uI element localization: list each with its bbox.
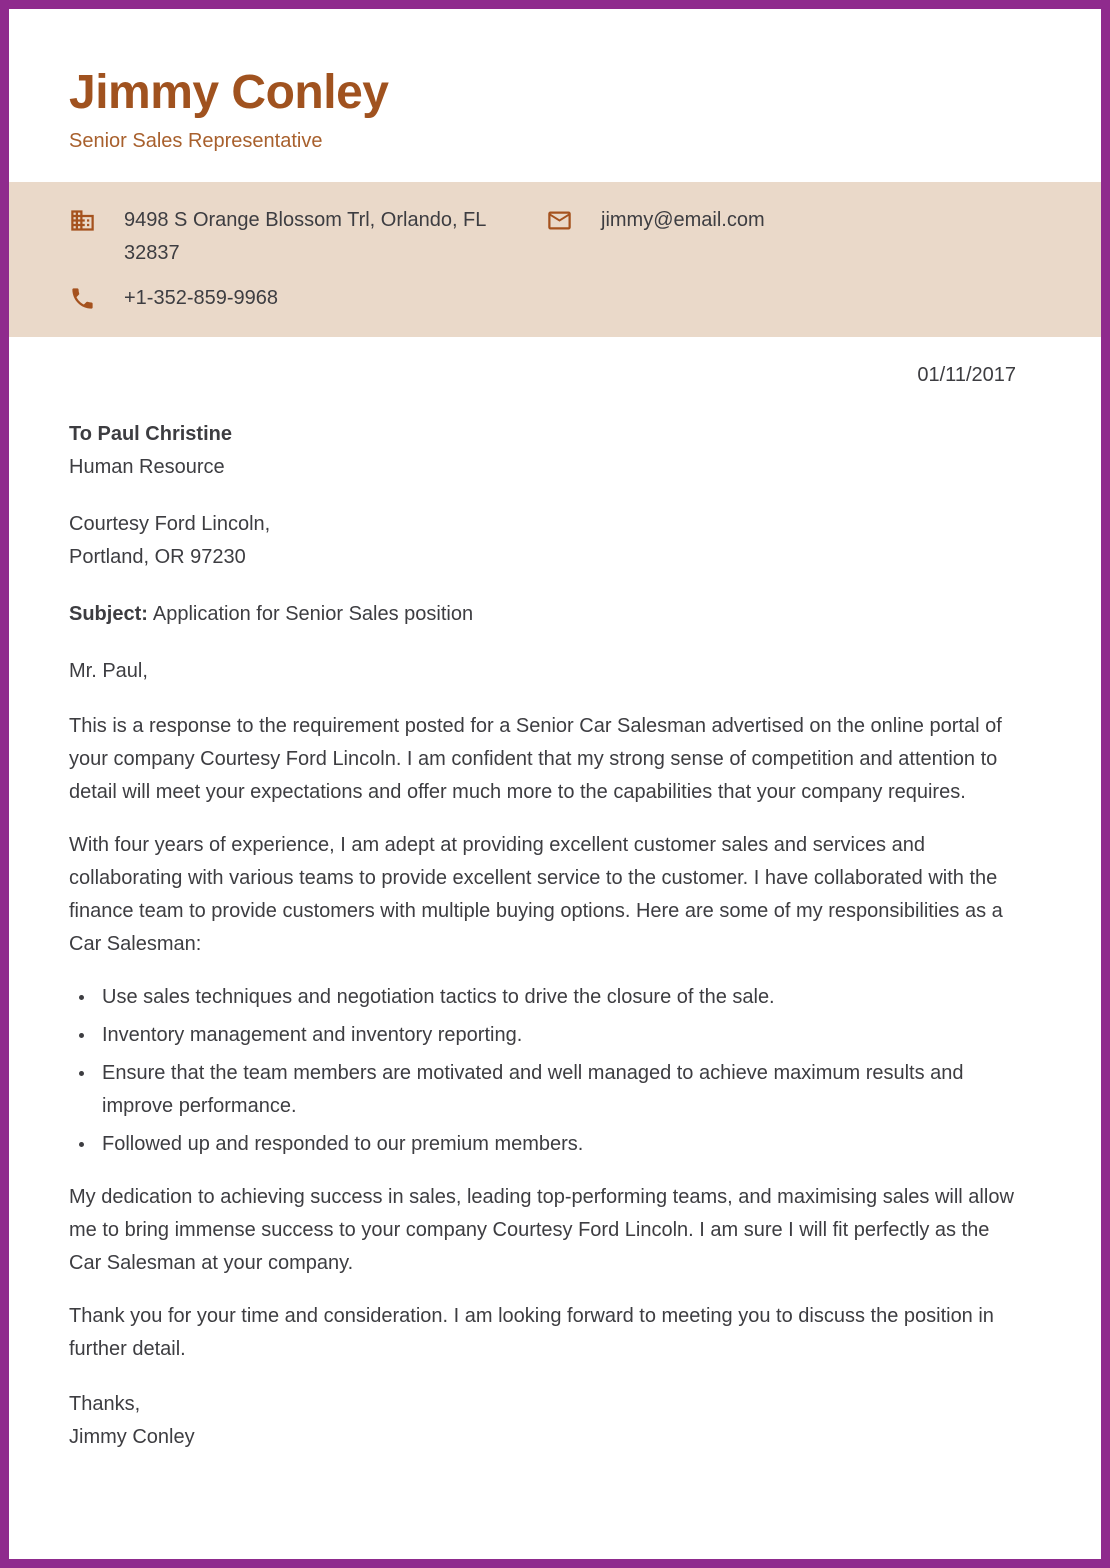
bullet-item: • Ensure that the team members are motivated and well managed to achieve maximum results and improve performance. — [96, 1057, 1016, 1123]
bullet-item: • Followed up and responded to our premium members. — [96, 1128, 1016, 1161]
body-paragraph: My dedication to achieving success in sales, leading top-performing teams, and maximising sales will allow me to bring immense success to your company Courtesy Ford Lincoln. I am sure I will fit perfectly as the Car Salesman at your company. — [69, 1186, 1014, 1275]
letter-date: 01/11/2017 — [917, 364, 1016, 387]
letter-body — [9, 337, 1101, 1454]
address-text: 9498 S Orange Blossom Trl, Orlando, FL 32837 — [124, 209, 486, 265]
signoff-block — [69, 1388, 1016, 1454]
body-paragraph: Thank you for your time and consideration. I am looking forward to meeting you to discuss the position in further detail. — [69, 1305, 994, 1361]
person-job-title: Senior Sales Representative — [69, 130, 323, 153]
body-paragraph: This is a response to the requirement posted for a Senior Car Salesman advertised on the online portal of your company Courtesy Ford Lincoln. I am confident that my strong sense of competition and attention to detail will meet your expectations and offer much more to the capabilities that your company requires. — [69, 715, 1002, 804]
salutation: Mr. Paul, — [69, 660, 148, 683]
bullet-item: • Inventory management and inventory reporting. — [96, 1019, 1016, 1052]
recipient-department: Human Resource — [69, 456, 225, 479]
closing: Thanks, — [69, 1393, 141, 1416]
bullet-item: • Use sales techniques and negotiation tactics to drive the closure of the sale. — [96, 981, 1016, 1014]
company-location: Portland, OR 97230 — [69, 546, 246, 569]
person-name: Jimmy Conley — [69, 66, 389, 119]
email-text: jimmy@email.com — [601, 209, 765, 232]
signature: Jimmy Conley — [69, 1426, 195, 1449]
subject-line — [69, 598, 1016, 631]
mail-icon — [546, 207, 573, 234]
header — [9, 9, 1101, 182]
responsibilities-list — [69, 981, 1016, 1161]
contact-address — [69, 204, 546, 270]
recipient-block — [69, 418, 1016, 484]
subject-label: Subject: — [69, 603, 148, 626]
contact-phone — [69, 282, 546, 315]
subject-text: Application for Senior Sales position — [152, 603, 474, 626]
contact-grid — [69, 204, 1016, 315]
recipient-name: To Paul Christine — [69, 423, 232, 446]
body-paragraph: With four years of experience, I am adept at providing excellent customer sales and services and collaborating with various teams to provide excellent service to the customer. I have collaborated with the finance team to provide customers with multiple buying options. Here are some of my responsibilities as a Car Salesman: — [69, 834, 1003, 956]
company-name: Courtesy Ford Lincoln, — [69, 513, 271, 536]
contact-bar — [9, 182, 1101, 337]
company-block — [69, 508, 1016, 574]
contact-email — [546, 204, 1016, 270]
phone-icon — [69, 285, 96, 312]
building-icon — [69, 207, 96, 234]
phone-text: +1-352-859-9968 — [124, 287, 279, 310]
